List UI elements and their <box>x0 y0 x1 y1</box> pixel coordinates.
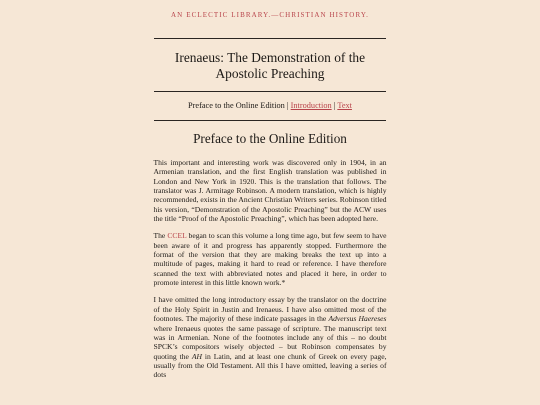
ah-abbrev: AH <box>191 351 202 361</box>
main-content <box>154 131 387 380</box>
paragraph-2-rest: began to scan this volume a long time ago, but few seem to have been aware of it and progress has apparently stopped. Furthermore the format of the version that they are making breaks the text up into a multitude of pages, making it hard to read or reference. I have therefore scanned the text with abbreviated notes and placed it here, in order to promote interest in this little known work.* <box>153 231 387 288</box>
nav-current: Preface to the Online Edition <box>188 101 285 110</box>
nav-bottom-rule <box>154 120 386 121</box>
site-header <box>0 0 540 19</box>
paragraph-3-c: in Latin, and at least one chunk of Greek on every page, usually from the Old Testament. All this I have omitted, leaving a series of dots <box>153 351 387 380</box>
nav-introduction-link[interactable]: Introduction <box>290 101 332 110</box>
paragraph-3 <box>154 295 387 379</box>
top-rule <box>154 38 386 39</box>
page-nav <box>154 92 386 120</box>
ccel-link[interactable]: CCEL <box>167 231 187 241</box>
section-heading: Preface to the Online Edition <box>193 131 347 146</box>
christian-history-link[interactable]: CHRISTIAN HISTORY. <box>279 11 369 19</box>
header-separator: — <box>271 11 280 19</box>
page-title: Irenaeus: The Demonstration of the Apostolic Preaching <box>174 50 366 81</box>
nav-text-link[interactable]: Text <box>337 101 352 110</box>
paragraph-2-start: The <box>153 231 168 241</box>
adversus-haereses-title: Adversus Haereses <box>328 314 387 324</box>
paragraph-2 <box>154 231 387 287</box>
library-link[interactable]: AN ECLECTIC LIBRARY. <box>171 11 272 19</box>
nav-sep-1: | <box>286 101 289 110</box>
nav-sep-2: | <box>333 101 336 110</box>
title-block <box>154 38 386 121</box>
paragraph-3-a: I have omitted the long introductory essay by the translator on the doctrine of the Holy Spirit in Justin and Irenaeus. I have also omitted most of the footnotes. The majority of these indicate passages in the <box>153 295 387 324</box>
paragraph-1: This important and interesting work was discovered only in 1904, in an Armenian translation, and the first English translation was published in London and New York in 1920. This is the translation that follows. The translator was J. Armitage Robinson. A modern translation, which is highly recommended, exists in the Ancient Christian Writers series. Robinson titled his version, “Demonstration of the Apostolic Preaching” but the ACW uses the title “Proof of the Apostolic Preaching”, which has been adopted here. <box>153 158 387 224</box>
paragraph-3-b: where Irenaeus quotes the same passage of scripture. The manuscript text was in Armenian. None of the footnotes include any of this – no doubt SPCK’s compositors wisely objected – but Robinson compensates by quoting the <box>153 323 387 361</box>
